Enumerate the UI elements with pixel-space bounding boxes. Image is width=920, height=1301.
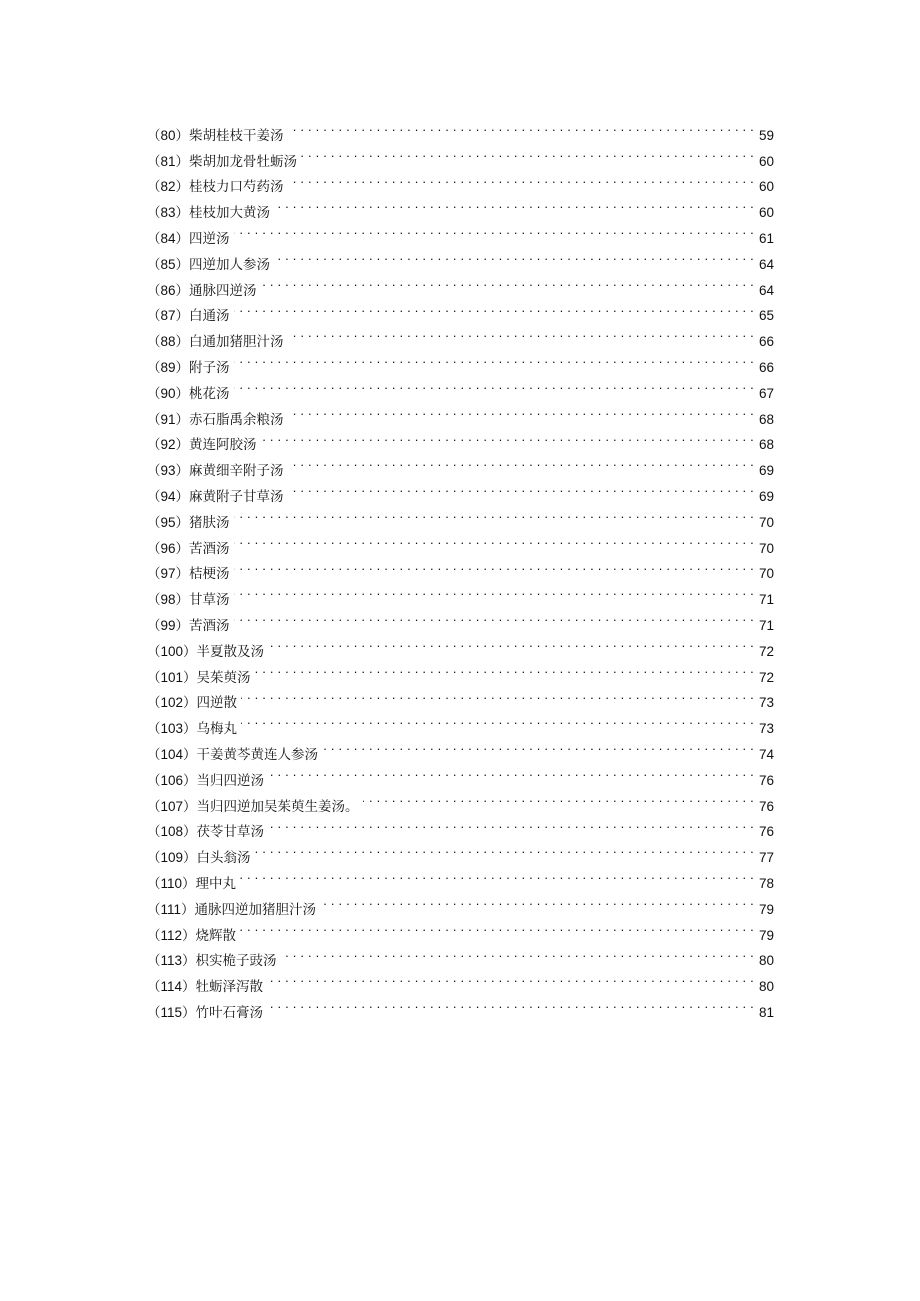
toc-entry-title: 黄连阿胶汤 xyxy=(189,437,257,454)
dot-leader xyxy=(268,630,754,656)
toc-entry-number: （99） xyxy=(147,617,190,633)
toc-entry[interactable] xyxy=(147,682,774,712)
toc-entry-page: 60 xyxy=(758,179,774,195)
toc-entry-number: （84） xyxy=(147,230,190,246)
dot-leader xyxy=(234,372,754,398)
toc-entry-page: 68 xyxy=(758,437,774,453)
toc-entry-title: 烧辉散 xyxy=(195,927,237,944)
toc-entry-page: 72 xyxy=(758,643,774,659)
toc-entry-number: （104） xyxy=(147,746,197,762)
toc-entry-title: 苦酒汤 xyxy=(189,540,230,557)
toc-entry-page: 71 xyxy=(758,592,774,608)
toc-entry-title: 干姜黄芩黄连人参汤 xyxy=(196,746,319,763)
toc-entry-number: （93） xyxy=(147,463,190,479)
toc-entry-title: 桂枝力口芍药汤 xyxy=(189,179,284,196)
toc-entry-title: 麻黄细辛附子汤 xyxy=(189,463,284,480)
toc-entry-number: （107） xyxy=(147,798,197,814)
dot-leader xyxy=(288,398,754,424)
table-of-contents xyxy=(147,114,774,1021)
toc-entry-page: 80 xyxy=(758,953,774,969)
toc-entry-page: 60 xyxy=(758,153,774,169)
toc-entry-page: 64 xyxy=(758,282,774,298)
dot-leader xyxy=(288,114,754,140)
toc-entry-page: 77 xyxy=(758,850,774,866)
toc-entry-number: （112） xyxy=(147,927,196,943)
toc-entry-title: 理中丸 xyxy=(195,875,237,892)
toc-entry-page: 72 xyxy=(758,669,774,685)
dot-leader xyxy=(288,320,754,346)
toc-entry-number: （92） xyxy=(147,437,190,453)
toc-entry-title: 猪肤汤 xyxy=(189,514,230,531)
toc-entry-number: （89） xyxy=(147,359,190,375)
toc-entry-title: 牡蛎泽泻散 xyxy=(195,979,264,996)
toc-entry[interactable] xyxy=(147,553,774,583)
toc-entry[interactable] xyxy=(147,578,774,609)
toc-entry-number: （83） xyxy=(147,205,190,221)
dot-leader xyxy=(234,604,754,630)
toc-entry[interactable] xyxy=(147,862,774,892)
toc-entry-page: 66 xyxy=(758,334,774,350)
toc-entry-page: 81 xyxy=(758,1004,774,1020)
toc-entry[interactable] xyxy=(147,733,774,763)
toc-entry-number: （80） xyxy=(147,127,190,143)
toc-entry-number: （87） xyxy=(147,308,190,324)
toc-entry-title: 柴胡桂枝干姜汤 xyxy=(189,127,284,144)
toc-entry-page: 79 xyxy=(758,927,774,943)
toc-entry[interactable] xyxy=(147,114,774,144)
toc-entry[interactable] xyxy=(147,398,774,428)
toc-entry-number: （114） xyxy=(147,979,196,995)
dot-leader xyxy=(240,862,754,888)
toc-entry-page: 71 xyxy=(758,617,774,633)
toc-entry-number: （102） xyxy=(147,695,197,711)
toc-entry[interactable] xyxy=(147,320,774,351)
dot-leader xyxy=(234,527,754,553)
toc-entry-page: 67 xyxy=(758,385,774,401)
toc-entry-title: 通脉四逆加猪胆汁汤 xyxy=(194,901,317,918)
toc-entry-page: 76 xyxy=(758,824,774,840)
toc-entry-number: （106） xyxy=(147,772,197,788)
toc-entry-number: （91） xyxy=(147,411,190,427)
toc-entry-title: 枳实桅子豉汤 xyxy=(195,953,277,970)
dot-leader xyxy=(255,836,754,862)
toc-entry[interactable] xyxy=(147,501,774,531)
toc-entry-number: （110） xyxy=(147,875,196,891)
dot-leader xyxy=(234,217,754,243)
toc-entry-page: 76 xyxy=(758,772,774,788)
dot-leader xyxy=(322,733,754,759)
toc-entry-page: 69 xyxy=(758,463,774,479)
toc-entry-number: （103） xyxy=(147,721,197,737)
toc-entry-title: 桔梗汤 xyxy=(189,566,230,583)
dot-leader xyxy=(267,965,754,991)
toc-entry-number: （98） xyxy=(147,592,190,608)
toc-entry-number: （108） xyxy=(147,824,197,840)
dot-leader xyxy=(241,682,754,708)
toc-entry-page: 73 xyxy=(758,721,774,737)
toc-entry-title: 当归四逆加吴茱萸生姜汤。 xyxy=(196,798,359,815)
toc-entry-number: （95） xyxy=(147,514,190,530)
toc-entry-page: 70 xyxy=(758,540,774,556)
toc-entry-page: 68 xyxy=(758,411,774,427)
toc-entry-title: 竹叶石膏汤 xyxy=(195,1004,264,1021)
toc-entry-page: 61 xyxy=(758,230,774,246)
toc-entry-title: 赤石脂禹余粮汤 xyxy=(189,411,284,428)
dot-leader xyxy=(288,449,754,475)
toc-entry-title: 白头翁汤 xyxy=(196,850,251,867)
toc-entry-title: 苦酒汤 xyxy=(189,617,230,634)
toc-entry[interactable] xyxy=(147,243,774,273)
dot-leader xyxy=(261,269,754,295)
toc-entry[interactable] xyxy=(147,707,774,738)
dot-leader xyxy=(288,475,754,501)
toc-entry-title: 附子汤 xyxy=(189,359,230,376)
dot-leader xyxy=(288,166,754,192)
toc-entry[interactable] xyxy=(147,527,774,557)
toc-entry-page: 70 xyxy=(758,514,774,530)
toc-entry[interactable] xyxy=(147,914,774,944)
toc-entry-page: 78 xyxy=(758,875,774,891)
toc-entry-number: （88） xyxy=(147,334,190,350)
toc-entry-page: 76 xyxy=(758,798,774,814)
toc-entry-number: （101） xyxy=(147,669,197,685)
toc-entry-number: （111） xyxy=(147,901,195,917)
dot-leader xyxy=(320,888,754,914)
toc-entry-page: 70 xyxy=(758,566,774,582)
toc-entry-title: 甘草汤 xyxy=(189,592,230,609)
dot-leader xyxy=(234,553,754,579)
toc-entry-title: 当归四逆汤 xyxy=(196,772,265,789)
toc-entry[interactable] xyxy=(147,604,774,634)
dot-leader xyxy=(234,295,754,321)
toc-entry-title: 通脉四逆汤 xyxy=(189,282,257,299)
toc-entry[interactable] xyxy=(147,940,774,970)
toc-entry-title: 白通汤 xyxy=(189,308,230,325)
dot-leader xyxy=(234,346,754,372)
dot-leader xyxy=(234,501,754,527)
toc-entry-number: （96） xyxy=(147,540,190,556)
toc-entry-title: 半夏散及汤 xyxy=(196,643,265,660)
toc-entry-title: 桃花汤 xyxy=(189,385,230,402)
toc-entry[interactable] xyxy=(147,346,774,376)
toc-entry[interactable] xyxy=(147,888,774,918)
toc-entry[interactable] xyxy=(147,372,774,402)
dot-leader xyxy=(268,759,754,785)
toc-entry-title: 桂枝加大黄汤 xyxy=(189,205,271,222)
toc-entry-title: 茯苓甘草汤 xyxy=(196,824,265,841)
dot-leader xyxy=(281,940,754,966)
dot-leader xyxy=(267,991,754,1017)
dot-leader xyxy=(234,578,754,604)
toc-entry-page: 60 xyxy=(758,205,774,221)
dot-leader xyxy=(240,914,754,940)
toc-entry-title: 四逆汤 xyxy=(189,230,230,247)
toc-entry-number: （81） xyxy=(147,153,190,169)
toc-entry-page: 65 xyxy=(758,308,774,324)
toc-entry-title: 白通加猪胆汁汤 xyxy=(189,334,284,351)
toc-entry-number: （90） xyxy=(147,385,190,401)
toc-entry-number: （85） xyxy=(147,256,190,272)
toc-entry-page: 64 xyxy=(758,256,774,272)
dot-leader xyxy=(255,656,754,682)
toc-entry-page: 69 xyxy=(758,488,774,504)
toc-entry-page: 79 xyxy=(758,901,774,917)
dot-leader xyxy=(274,191,754,217)
toc-entry-number: （82） xyxy=(147,179,190,195)
dot-leader xyxy=(241,707,754,733)
dot-leader xyxy=(274,243,754,269)
toc-entry-number: （100） xyxy=(147,643,197,659)
toc-entry-title: 吴茱萸汤 xyxy=(196,669,251,686)
dot-leader xyxy=(363,785,754,811)
dot-leader xyxy=(301,140,754,166)
toc-entry-page: 80 xyxy=(758,979,774,995)
toc-entry-number: （113） xyxy=(147,953,196,969)
toc-entry-title: 麻黄附子甘草汤 xyxy=(189,488,284,505)
toc-entry-number: （94） xyxy=(147,488,190,504)
toc-entry[interactable] xyxy=(147,295,774,325)
toc-entry-number: （109） xyxy=(147,850,197,866)
toc-entry-page: 73 xyxy=(758,695,774,711)
toc-entry-page: 66 xyxy=(758,359,774,375)
toc-entry-title: 四逆散 xyxy=(196,695,238,712)
toc-entry-page: 74 xyxy=(758,746,774,762)
toc-entry-title: 四逆加人参汤 xyxy=(189,256,271,273)
toc-entry-number: （97） xyxy=(147,566,190,582)
toc-entry-title: 柴胡加龙骨牡蛎汤 xyxy=(189,153,298,170)
toc-entry[interactable] xyxy=(147,630,774,660)
toc-entry[interactable] xyxy=(147,217,774,247)
toc-entry-number: （86） xyxy=(147,282,190,298)
toc-entry-number: （115） xyxy=(147,1004,196,1020)
dot-leader xyxy=(268,811,754,837)
dot-leader xyxy=(261,424,754,450)
toc-entry-page: 59 xyxy=(758,127,774,143)
toc-entry-title: 乌梅丸 xyxy=(196,721,238,738)
